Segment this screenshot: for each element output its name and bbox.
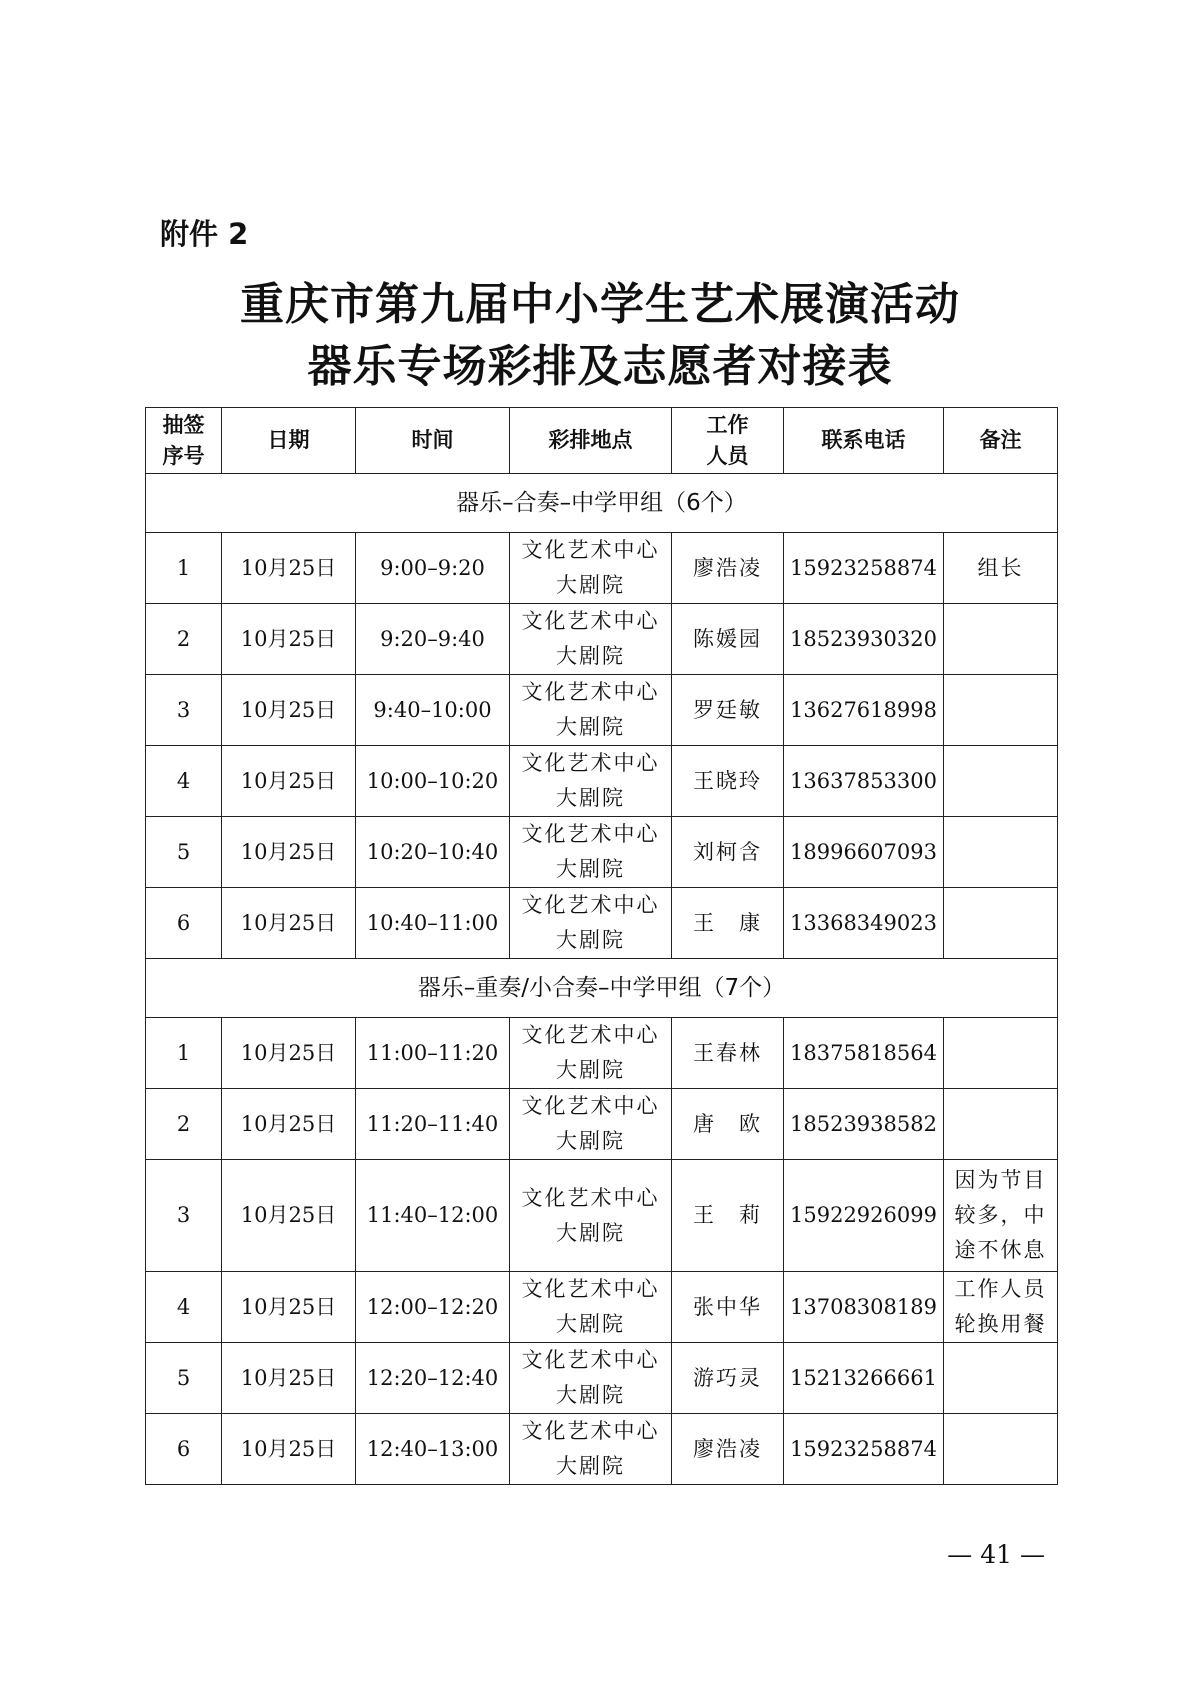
cell-staff: 唐 欧 xyxy=(672,1089,784,1160)
cell-date: 10月25日 xyxy=(222,533,356,604)
cell-phone: 13368349023 xyxy=(784,888,944,959)
cell-date: 10月25日 xyxy=(222,1414,356,1485)
cell-phone: 15923258874 xyxy=(784,1414,944,1485)
header-phone: 联系电话 xyxy=(784,408,944,474)
cell-time: 11:40–12:00 xyxy=(356,1160,510,1272)
cell-time: 12:40–13:00 xyxy=(356,1414,510,1485)
cell-note xyxy=(944,604,1058,675)
cell-draw-no: 3 xyxy=(146,675,222,746)
cell-date: 10月25日 xyxy=(222,1160,356,1272)
cell-phone: 13708308189 xyxy=(784,1272,944,1343)
header-draw-no: 抽签 序号 xyxy=(146,408,222,474)
cell-phone: 18996607093 xyxy=(784,817,944,888)
cell-staff: 张中华 xyxy=(672,1272,784,1343)
cell-draw-no: 5 xyxy=(146,1343,222,1414)
table-row xyxy=(146,1272,1058,1343)
table-row xyxy=(146,675,1058,746)
cell-phone: 18523938582 xyxy=(784,1089,944,1160)
cell-phone: 13637853300 xyxy=(784,746,944,817)
cell-staff: 刘柯含 xyxy=(672,817,784,888)
table-row xyxy=(146,817,1058,888)
cell-time: 9:40–10:00 xyxy=(356,675,510,746)
cell-draw-no: 6 xyxy=(146,1414,222,1485)
cell-date: 10月25日 xyxy=(222,1343,356,1414)
cell-staff: 王 莉 xyxy=(672,1160,784,1272)
table-row xyxy=(146,1160,1058,1272)
cell-date: 10月25日 xyxy=(222,746,356,817)
cell-venue: 文化艺术中心 大剧院 xyxy=(510,533,672,604)
page-number: — 41 — xyxy=(947,1540,1045,1569)
cell-phone: 18375818564 xyxy=(784,1018,944,1089)
cell-staff: 王晓玲 xyxy=(672,746,784,817)
header-venue: 彩排地点 xyxy=(510,408,672,474)
table-row xyxy=(146,1343,1058,1414)
cell-draw-no: 4 xyxy=(146,746,222,817)
cell-note xyxy=(944,746,1058,817)
cell-staff: 罗廷敏 xyxy=(672,675,784,746)
cell-venue: 文化艺术中心 大剧院 xyxy=(510,1414,672,1485)
cell-note: 工作人员 轮换用餐 xyxy=(944,1272,1058,1343)
table-row xyxy=(146,1018,1058,1089)
cell-date: 10月25日 xyxy=(222,1089,356,1160)
section-header-row xyxy=(146,474,1058,533)
cell-draw-no: 3 xyxy=(146,1160,222,1272)
cell-time: 9:20–9:40 xyxy=(356,604,510,675)
cell-staff: 廖浩凌 xyxy=(672,1414,784,1485)
cell-note xyxy=(944,1414,1058,1485)
page-title-line2: 器乐专场彩排及志愿者对接表 xyxy=(307,341,893,392)
cell-time: 10:00–10:20 xyxy=(356,746,510,817)
cell-venue: 文化艺术中心 大剧院 xyxy=(510,1343,672,1414)
cell-staff: 廖浩凌 xyxy=(672,533,784,604)
table-row xyxy=(146,888,1058,959)
cell-draw-no: 2 xyxy=(146,1089,222,1160)
cell-time: 10:40–11:00 xyxy=(356,888,510,959)
cell-venue: 文化艺术中心 大剧院 xyxy=(510,1160,672,1272)
cell-time: 9:00–9:20 xyxy=(356,533,510,604)
cell-draw-no: 2 xyxy=(146,604,222,675)
table-row xyxy=(146,746,1058,817)
cell-phone: 15922926099 xyxy=(784,1160,944,1272)
cell-staff: 游巧灵 xyxy=(672,1343,784,1414)
cell-draw-no: 6 xyxy=(146,888,222,959)
cell-phone: 15213266661 xyxy=(784,1343,944,1414)
cell-phone: 18523930320 xyxy=(784,604,944,675)
cell-note: 组长 xyxy=(944,533,1058,604)
cell-note xyxy=(944,675,1058,746)
cell-venue: 文化艺术中心 大剧院 xyxy=(510,604,672,675)
cell-phone: 15923258874 xyxy=(784,533,944,604)
cell-venue: 文化艺术中心 大剧院 xyxy=(510,817,672,888)
header-date: 日期 xyxy=(222,408,356,474)
table-header-row xyxy=(146,408,1058,474)
cell-note xyxy=(944,1343,1058,1414)
section-title: 器乐–重奏/小合奏–中学甲组（7个） xyxy=(146,959,1058,1018)
attachment-label: 附件 2 xyxy=(160,217,249,251)
cell-date: 10月25日 xyxy=(222,1018,356,1089)
table-row xyxy=(146,533,1058,604)
cell-date: 10月25日 xyxy=(222,1272,356,1343)
header-note: 备注 xyxy=(944,408,1058,474)
cell-note: 因为节目 较多，中 途不休息 xyxy=(944,1160,1058,1272)
cell-draw-no: 1 xyxy=(146,533,222,604)
section-title: 器乐–合奏–中学甲组（6个） xyxy=(146,474,1058,533)
cell-venue: 文化艺术中心 大剧院 xyxy=(510,675,672,746)
table-row xyxy=(146,604,1058,675)
section-header-row xyxy=(146,959,1058,1018)
header-staff: 工作 人员 xyxy=(672,408,784,474)
cell-time: 12:00–12:20 xyxy=(356,1272,510,1343)
cell-time: 10:20–10:40 xyxy=(356,817,510,888)
cell-draw-no: 1 xyxy=(146,1018,222,1089)
cell-venue: 文化艺术中心 大剧院 xyxy=(510,1089,672,1160)
cell-note xyxy=(944,1018,1058,1089)
cell-draw-no: 4 xyxy=(146,1272,222,1343)
cell-time: 12:20–12:40 xyxy=(356,1343,510,1414)
table-row xyxy=(146,1414,1058,1485)
header-time: 时间 xyxy=(356,408,510,474)
schedule-table xyxy=(145,407,1058,1485)
cell-time: 11:20–11:40 xyxy=(356,1089,510,1160)
cell-venue: 文化艺术中心 大剧院 xyxy=(510,888,672,959)
cell-date: 10月25日 xyxy=(222,888,356,959)
table-row xyxy=(146,1089,1058,1160)
cell-staff: 陈媛园 xyxy=(672,604,784,675)
cell-note xyxy=(944,817,1058,888)
cell-staff: 王 康 xyxy=(672,888,784,959)
cell-note xyxy=(944,1089,1058,1160)
page-title-line1: 重庆市第九届中小学生艺术展演活动 xyxy=(240,279,960,330)
cell-time: 11:00–11:20 xyxy=(356,1018,510,1089)
cell-staff: 王春林 xyxy=(672,1018,784,1089)
cell-draw-no: 5 xyxy=(146,817,222,888)
cell-venue: 文化艺术中心 大剧院 xyxy=(510,1018,672,1089)
cell-phone: 13627618998 xyxy=(784,675,944,746)
cell-note xyxy=(944,888,1058,959)
cell-venue: 文化艺术中心 大剧院 xyxy=(510,746,672,817)
cell-date: 10月25日 xyxy=(222,604,356,675)
cell-venue: 文化艺术中心 大剧院 xyxy=(510,1272,672,1343)
cell-date: 10月25日 xyxy=(222,675,356,746)
cell-date: 10月25日 xyxy=(222,817,356,888)
